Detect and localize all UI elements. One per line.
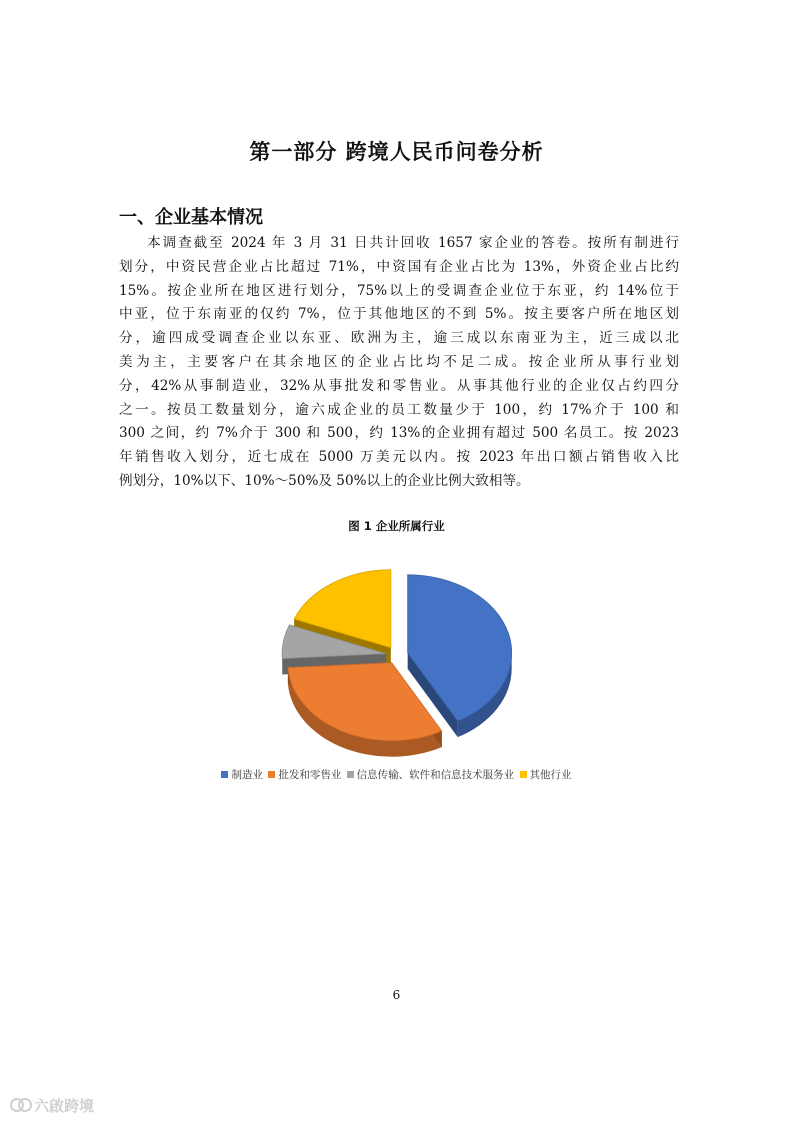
paragraph-line: 分，逾四成受调查企业以东亚、欧洲为主，逾三成以东南亚为主，近三成以北: [119, 330, 679, 347]
legend-label: 批发和零售业: [278, 769, 342, 781]
chart-title: 图 1 企业所属行业: [348, 519, 445, 533]
paragraph-line: 年销售收入划分，近七成在 5000 万美元以内。按 2023 年出口额占销售收入比: [119, 449, 679, 466]
legend-label: 其他行业: [529, 769, 572, 781]
legend-swatch: [520, 771, 527, 778]
legend-item-wholesale-retail: [268, 767, 341, 782]
paragraph-line: 本调查截至 2024 年 3 月 31 日共计回收 1657 家企业的答卷。按所有制进行: [147, 235, 679, 251]
paragraph-line: 美为主，主要客户在其余地区的企业占比均不足二成。按企业所从事行业划: [119, 353, 679, 370]
watermark-logo-icon: [10, 1096, 32, 1114]
legend-label: 制造业: [231, 769, 263, 781]
paragraph-line: 之一。按员工数量划分，逾六成企业的员工数量少于 100，约 17%介于 100 和: [119, 401, 679, 418]
paragraph-line: 15%。按企业所在地区进行划分，75%以上的受调查企业位于东亚，约 14%位于: [119, 282, 679, 299]
pie-chart: [260, 560, 540, 760]
paragraph-line: 分，42%从事制造业，32%从事批发和零售业。从事其他行业的企业仅占约四分: [119, 377, 679, 394]
chart-legend: [0, 767, 793, 782]
legend-swatch: [347, 771, 354, 778]
legend-label: 信息传输、软件和信息技术服务业: [356, 769, 515, 781]
body-paragraph: [119, 232, 679, 494]
paragraph-line: 例划分，10%以下、10%～50%及 50%以上的企业比例大致相等。: [119, 472, 530, 489]
legend-swatch: [268, 771, 275, 778]
paragraph-line: 中亚，位于东南亚的仅约 7%，位于其他地区的不到 5%。按主要客户所在地区划: [119, 306, 679, 323]
watermark: [10, 1095, 94, 1116]
page-number: 6: [392, 988, 401, 1002]
watermark-text: 六啟跨境: [34, 1097, 95, 1115]
legend-item-manufacturing: [221, 767, 263, 782]
part-title: 第一部分 跨境人民币问卷分析: [249, 140, 544, 164]
legend-item-it-services: [347, 767, 515, 782]
paragraph-line: 划分，中资民营企业占比超过 71%，中资国有企业占比为 13%，外资企业占比约: [119, 258, 679, 275]
legend-swatch: [221, 771, 228, 778]
section-title: 一、企业基本情况: [119, 207, 263, 228]
legend-item-other: [520, 767, 572, 782]
paragraph-line: 300 之间，约 7%介于 300 和 500，约 13%的企业拥有超过 500 名员工。按 2023: [119, 425, 679, 442]
